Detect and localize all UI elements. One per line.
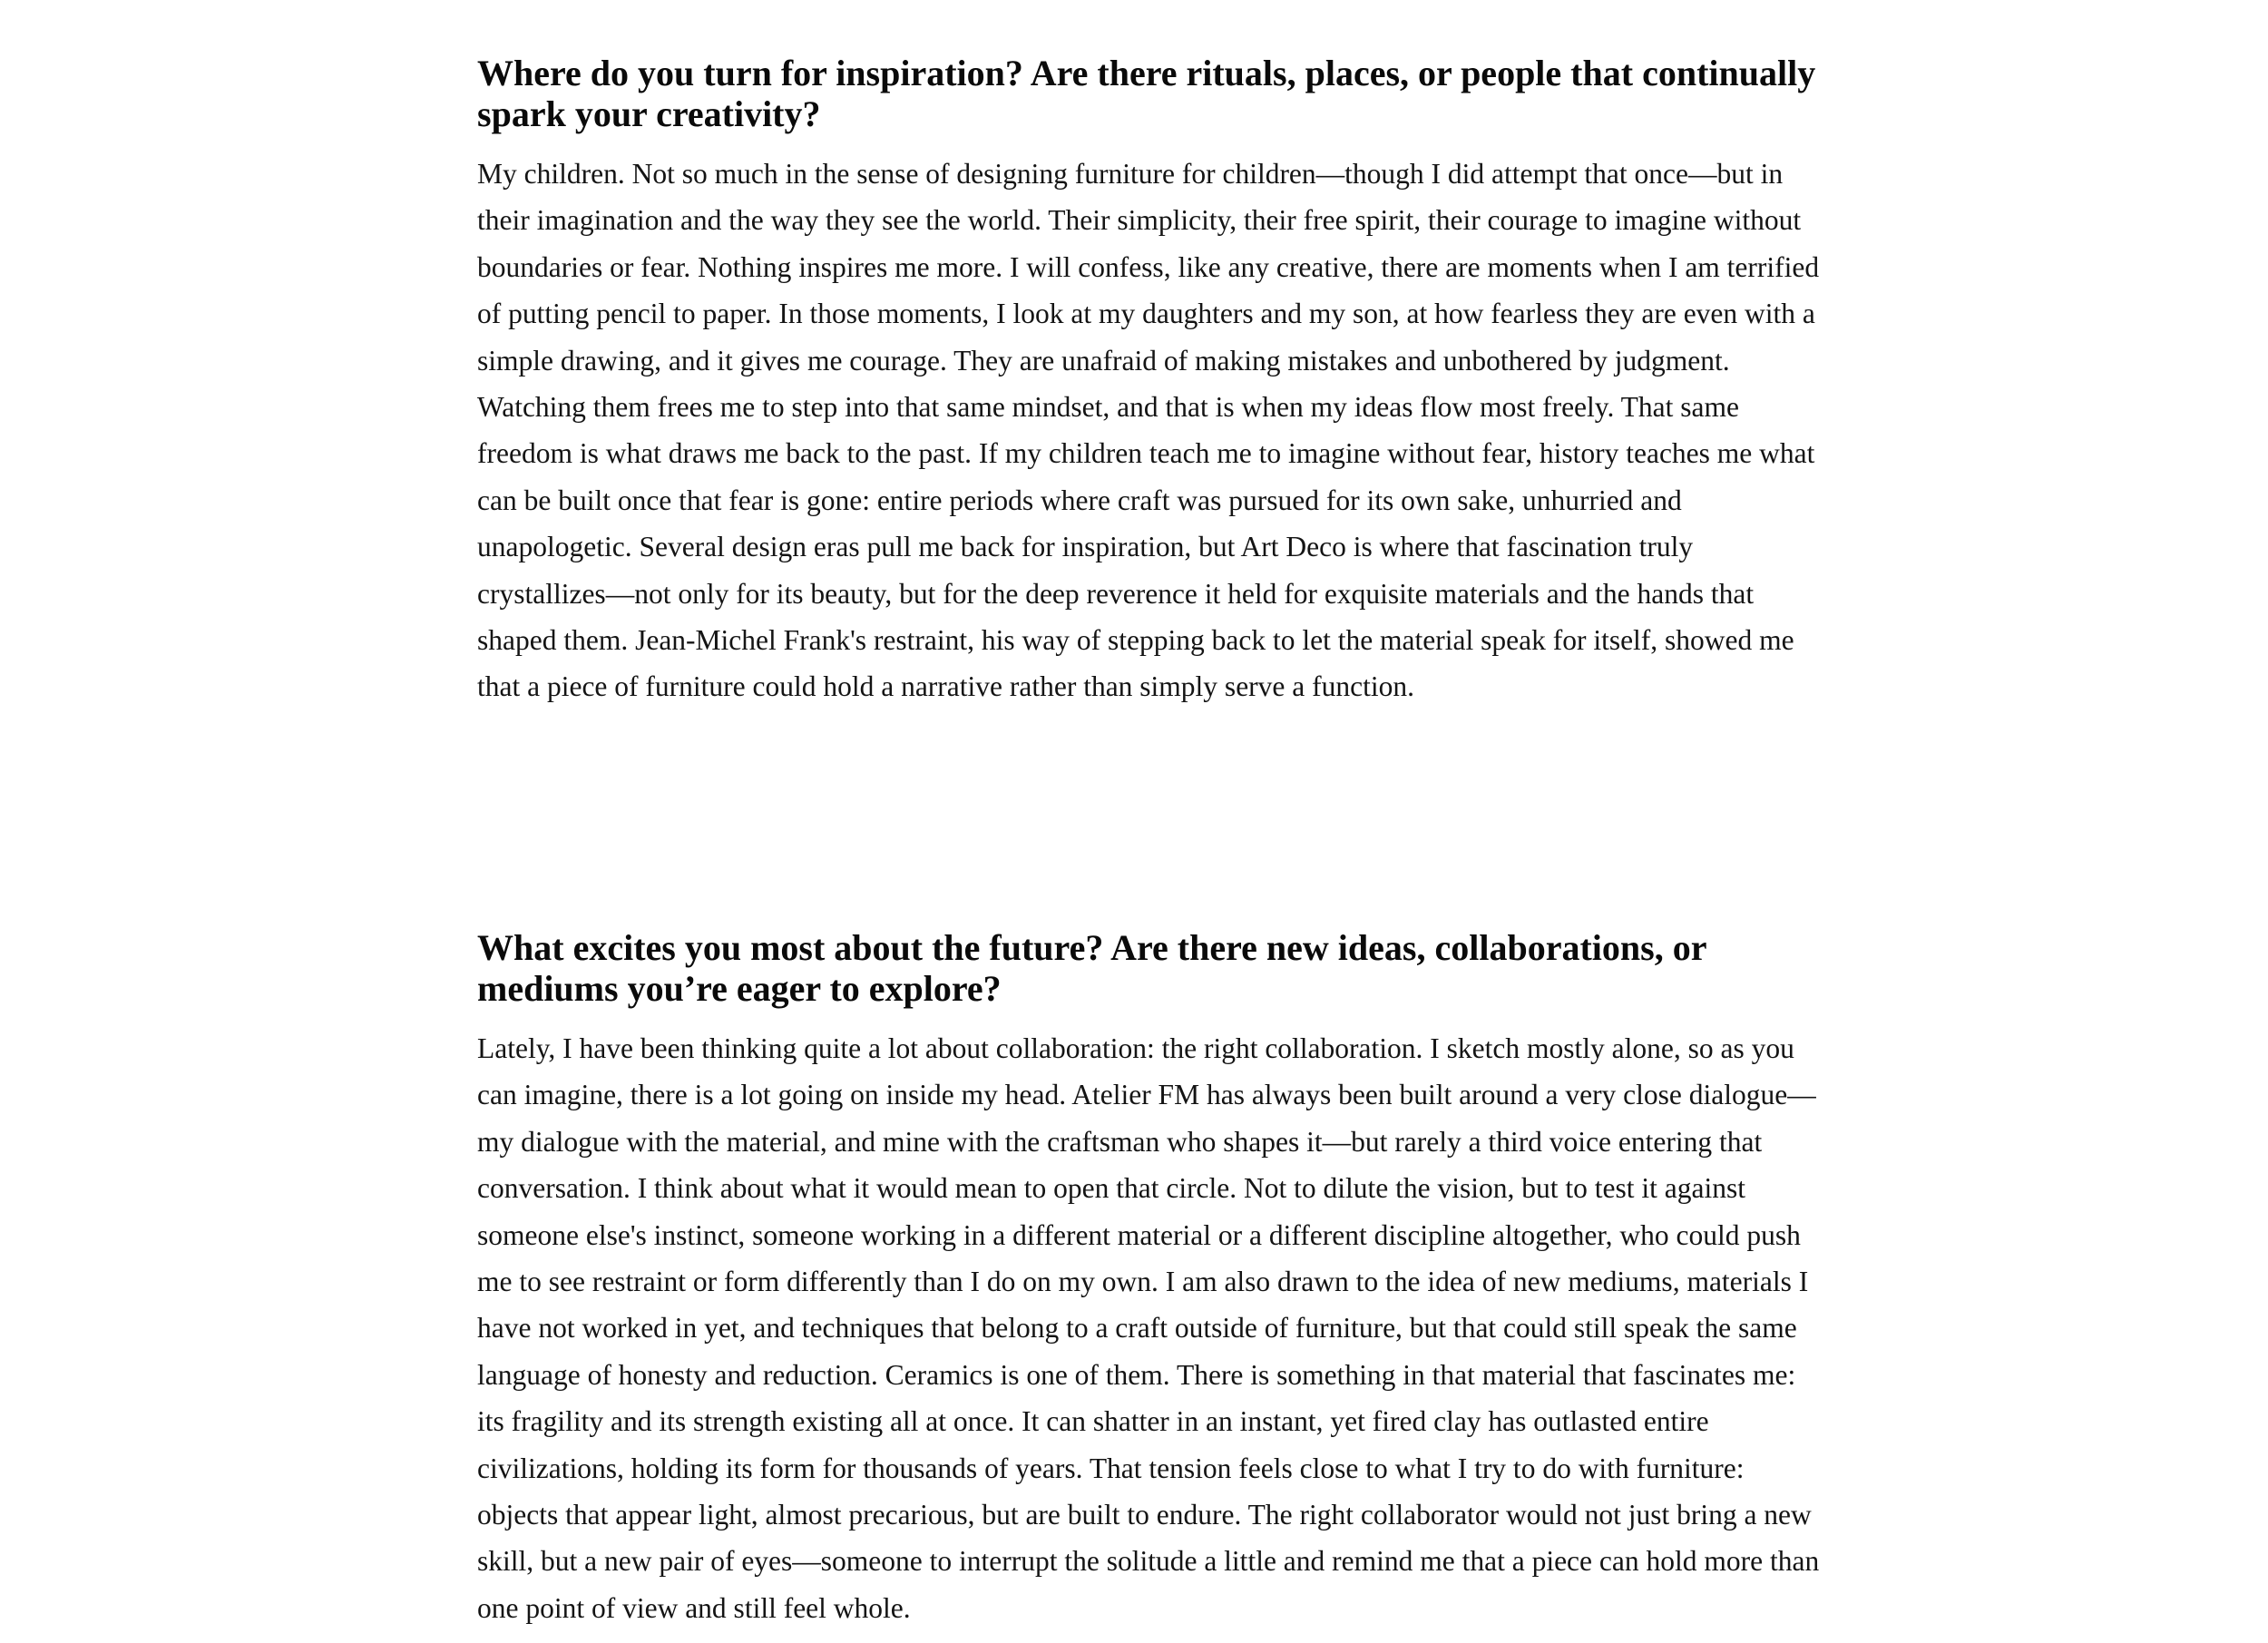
question-heading: What excites you most about the future? Are there new ideas, collaborations, or mediums you’re eager to explore? — [477, 927, 1706, 1009]
question-heading: Where do you turn for inspiration? Are there rituals, places, or people that continually spark your creativity? — [477, 53, 1816, 134]
interview-section-inspiration — [477, 53, 1820, 710]
answer-paragraph: Lately, I have been thinking quite a lot about collaboration: the right collaboration. I sketch mostly alone, so as you can imagine, there is a lot going on inside my head. Atelier FM has always been built around a very close dialogue—my dialogue with the material, and mine with the craftsman who shapes it—but rarely a third voice entering that conversation. I think about what it would mean to open that circle. Not to dilute the vision, but to test it against someone else's instinct, someone working in a different material or a different discipline altogether, who could push me to see restraint or form differently than I do on my own. I am also drawn to the idea of new mediums, materials I have not worked in yet, and techniques that belong to a craft outside of furniture, but that could still speak the same language of honesty and reduction. Ceramics is one of them. There is something in that material that fascinates me: its fragility and its strength existing all at once. It can shatter in an instant, yet fired clay has outlasted entire civilizations, holding its form for thousands of years. That tension feels close to what I try to do with furniture: objects that appear light, almost precarious, but are built to endure. The right collaborator would not just bring a new skill, but a new pair of eyes—someone to interrupt the solitude a little and remind me that a piece can hold more than one point of view and still feel whole. — [477, 1032, 1820, 1624]
answer-paragraph: My children. Not so much in the sense of designing furniture for children—though I did attempt that once—but in their imagination and the way they see the world. Their simplicity, their free spirit, their courage to imagine without boundaries or fear. Nothing inspires me more. I will confess, like any creative, there are moments when I am terrified of putting pencil to paper. In those moments, I look at my daughters and my son, at how fearless they are even with a simple drawing, and it gives me courage. They are unafraid of making mistakes and unbothered by judgment. Watching them frees me to step into that same mindset, and that is when my ideas flow most freely. That same freedom is what draws me back to the past. If my children teach me to imagine without fear, history teaches me what can be built once that fear is gone: entire periods where craft was pursued for its own sake, unhurried and unapologetic. Several design eras pull me back for inspiration, but Art Deco is where that fascination truly crystallizes—not only for its beauty, but for the deep reverence it held for exquisite materials and the hands that shaped them. Jean-Michel Frank's restraint, his way of stepping back to let the material speak for itself, showed me that a piece of furniture could hold a narrative rather than simply serve a function. — [477, 158, 1820, 703]
interview-section-future — [477, 927, 1820, 1631]
